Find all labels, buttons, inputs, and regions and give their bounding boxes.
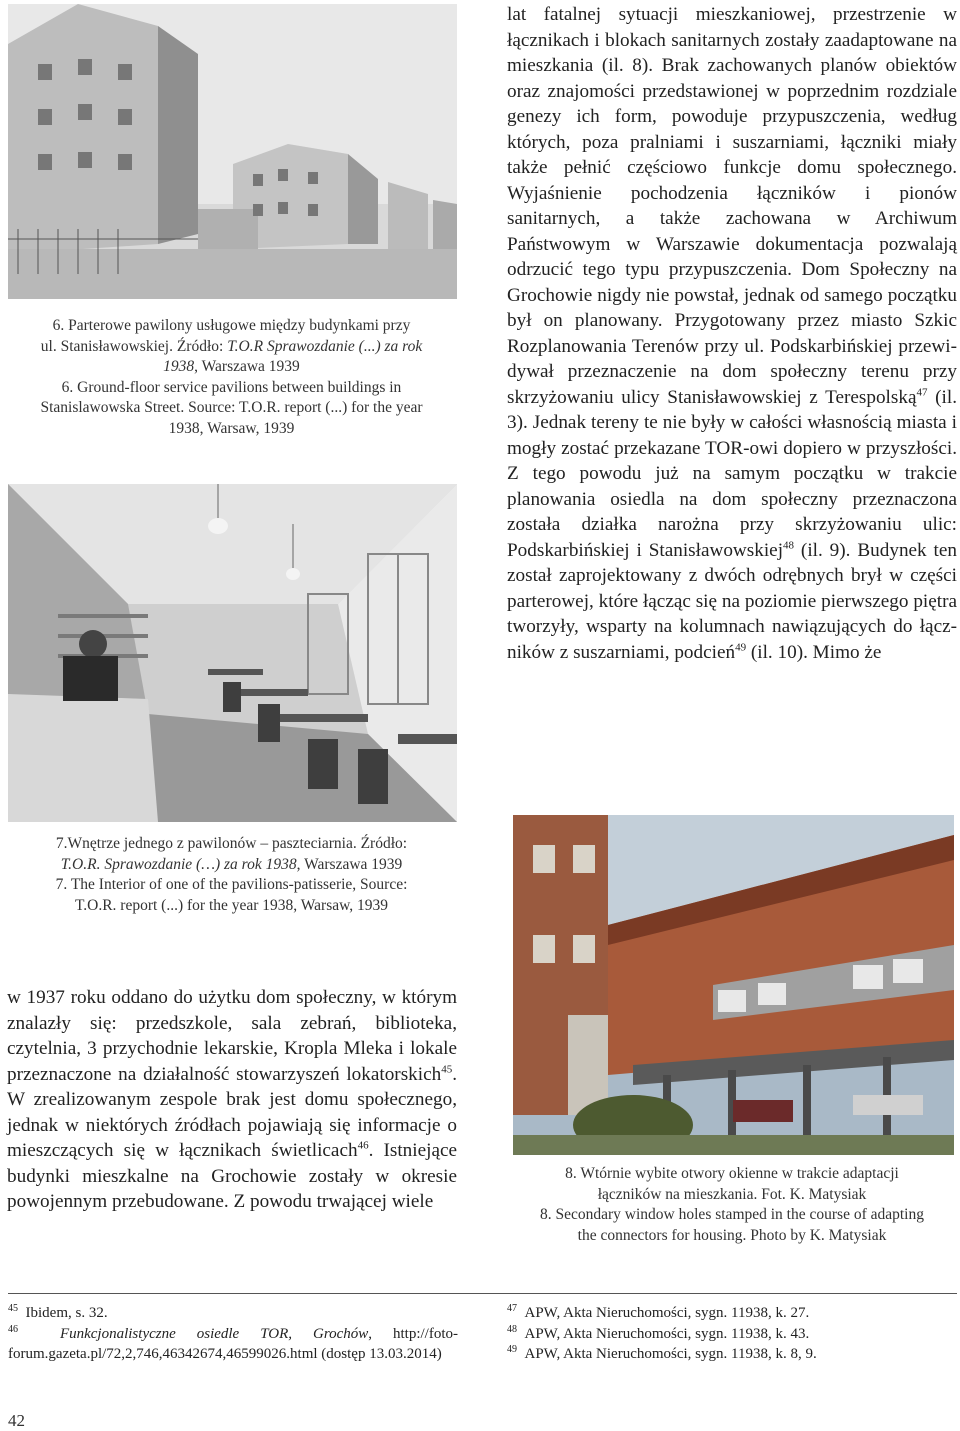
fig8-pl-line1: 8. Wtórnie wybite otwory okienne w trakcie adaptacji [565, 1165, 899, 1182]
right-column-text [507, 2, 957, 665]
fig6-en-line2: Stanislawowska Street. Source: T.O.R. report (...) for the year [40, 399, 423, 416]
fig8-en-line1: 8. Secondary window holes stamped in the course of adapting [540, 1206, 924, 1223]
fig6-pl-line3a: 1938 [163, 358, 195, 375]
footnote-ref-45: 45 [441, 1063, 453, 1076]
left-column-paragraph [7, 985, 457, 1215]
fig7-en-line1: 7. The Interior of one of the pavilions-patisserie, Source: [55, 876, 408, 893]
figure-6-caption [0, 316, 463, 439]
fig6-en-line1: 6. Ground-floor service pavilions between buildings in [61, 378, 402, 396]
right-column-paragraph [507, 2, 957, 665]
fig8-en-line2: the connectors for housing. Photo by K. Matysiak [577, 1226, 887, 1244]
fig7-pl-line2b: , Warszawa 1939 [296, 855, 403, 873]
footnote-46: $^{46}$ Funkcjonalistyczne osiedle TOR, Grochów, http://fotoforum.gazeta.pl/72,2,746,46342674,46599026.html (dostęp 13.03.2014) [8, 1323, 458, 1362]
figure-8-caption [502, 1164, 960, 1246]
right-text-1: lat fatalnej sytuacji mieszkaniowej, przestrzenie w łącznikach i blokach sanitarnych zostały zaadaptowane na mieszkania (il. 8). Brak zachowanych planów obiektów oraz znajomości przedstawionej w poprzednim rozdziale genezy ich form, powoduje przypuszczenia, według których, poza pralniami i suszarniami, łączniki miały także pełnić częściowo funkcje domu społecznego. Wyjaśnienie pochodzenia łączników i pionów sanitarnych, a także zachowana w Archiwum Państwowym w Warszawie dokumentacja pozwalają odrzucić tego typu przypuszczenia. Dom Społeczny na Grochowie nigdy nie powstał, jednak od samego początku był on planowany. Przygotowany przez miasto Szkic Rozplanowania Terenów przy ul. Podskarbińskiej przewidywał przeznaczenie na dom społeczny terenu przy skrzyżowaniu ulicy Stanisławowskiej z Terespolską [507, 4, 957, 408]
left-text-3: . Istniejące budynki mieszkalne na Grochowie zostały w okresie powojennym przebudowane. Z powodu trwającej wiele [7, 1140, 457, 1212]
page-number: 42 [8, 1411, 25, 1430]
footnote-47: $^{47}$ APW, Akta Nieruchomości, sygn. 11938, k. 27. [507, 1303, 810, 1321]
footnote-ref-49: 49 [735, 641, 747, 654]
right-text-4: (il. 10). Mimo że [746, 641, 882, 663]
right-text-3: (il. 9). Budynek ten został zaprojektowany z dwóch odrębnych brył w części parterowej, które łącząc się na poziomie pierwszego piętra tworzyły, wsparty na kolumnach nawiązujących do łączników z suszarniami, podcień [507, 539, 957, 663]
fig7-pl-line2a: T.O.R. Sprawozdanie (…) za rok 1938 [60, 855, 297, 873]
fig6-pl-line2a: ul. Stanisławowskiej. Źródło: [40, 337, 228, 355]
right-text-2: (il. 3). Jednak tereny te nie były w całości własnością miasta i mogły zostać przekazane TOR-owi dopiero w przyszłości. Z tego powodu już na samym początku w trakcie planowania osiedla na dom społeczny przeznaczona została działka narożna przy skrzyżowaniu ulic: Podskarbińskiej i Stanisławowskiej [507, 386, 957, 561]
fig6-pl-line3b: , Warszawa 1939 [194, 358, 300, 375]
figure-7-photo [8, 484, 457, 822]
footnote-ref-48: 48 [783, 539, 795, 552]
left-text-1: w 1937 roku oddano do użytku dom społeczny, w którym znalazły się: przedszkole, sala zebrań, biblioteka, czytelnia, 3 przychodnie lekarskie, Kropla Mleka i lokale przeznaczone na działalność stowarzyszeń lokatorskich [7, 987, 457, 1085]
left-text-2: . W zrealizowanym zespole brak jest domu społecznego, jednak w niektórych źródłach pojawiają się informacje o mieszczących się w łącznikach świetlicach [7, 1063, 457, 1161]
left-column-text [7, 985, 457, 1215]
fig7-en-line2: T.O.R. report (...) for the year 1938, Warsaw, 1939 [74, 896, 389, 914]
figure-6-photo [8, 4, 457, 299]
fig6-pl-line2b: T.O.R Sprawozdanie (...) za rok [227, 337, 423, 355]
footnotes-left [8, 1303, 458, 1365]
footnotes-right [507, 1303, 957, 1365]
figure-7-caption [0, 834, 463, 916]
figure-8-photo [513, 815, 954, 1155]
footnote-45: $^{45}$ Ibidem, s. 32. [8, 1303, 108, 1321]
footnote-rule [8, 1293, 957, 1294]
footnote-48: $^{48}$ APW, Akta Nieruchomości, sygn. 11938, k. 43. [507, 1323, 810, 1342]
fig8-pl-line2: łączników na mieszkania. Fot. K. Matysiak [597, 1185, 867, 1203]
fig6-pl-line1: 6. Parterowe pawilony usługowe między budynkami przy [52, 317, 411, 334]
fig6-en-line3: 1938, Warsaw, 1939 [168, 419, 295, 437]
footnote-ref-46: 46 [357, 1139, 369, 1152]
footnote-49: $^{49}$ APW, Akta Nieruchomości, sygn. 11938, k. 8, 9. [507, 1344, 817, 1362]
fig7-pl-line1: 7.Wnętrze jednego z pawilonów – paszteciarnia. Źródło: [55, 835, 408, 852]
footnote-ref-47: 47 [916, 386, 928, 399]
